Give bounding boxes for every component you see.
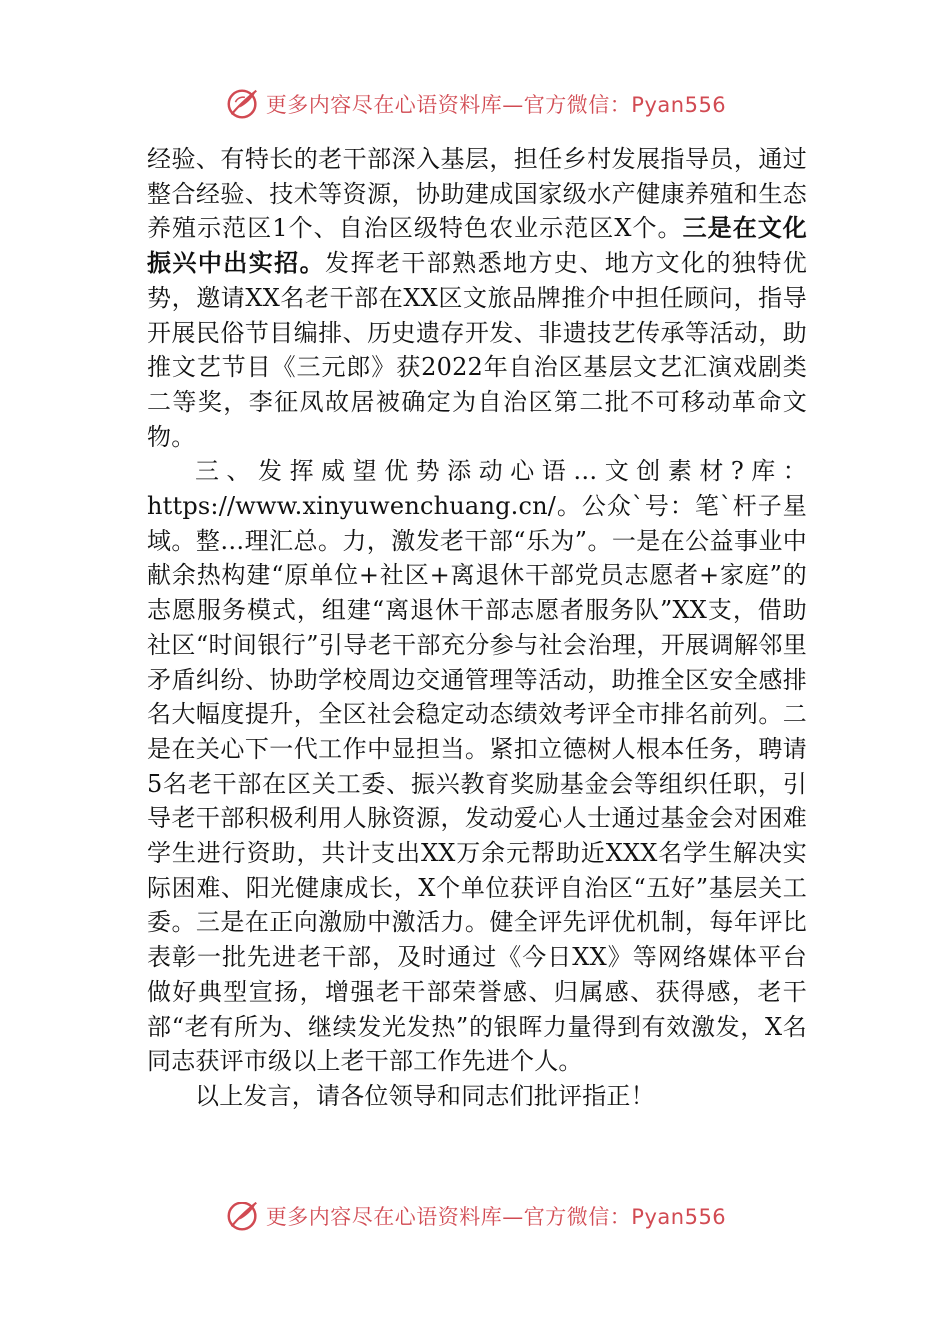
footer-watermark-text: 更多内容尽在心语资料库—官方微信：Pyan556 — [265, 1205, 727, 1229]
feather-logo-icon — [224, 1202, 262, 1235]
header-watermark-text: 更多内容尽在心语资料库—官方微信：Pyan556 — [265, 93, 727, 117]
paragraph-2: 三、发挥威望优势添动心语…文创素材?库：https://www.xinyuwenchuang.cn/。公众`号：笔`杆子星域。整…理汇总。力，激发老干部“乐为”。一是在公益事业中献余热构建“原单位+社区+离退休干部党员志愿者+家庭”的志愿服务模式，组建“离退休干部志愿者服务队”XX支，借助社区“时间银行”引导老干部充分参与社会治理，开展调解邻里矛盾纠纷、协助学校周边交通管理等活动，助推全区安全感排名大幅度提升，全区社会稳定动态绩效考评全市排名前列。二是在关心下一代工作中显担当。紧扣立德树人根本任务，聘请5名老干部在区关工委、振兴教育奖励基金会等组织任职，引导老干部积极利用人脉资源，发动爱心人士通过基金会对困难学生进行资助，共计支出XX万余元帮助近XXX名学生解决实际困难、阳光健康成长，X个单位获评自治区“五好”基层关工委。三是在正向激励中激活力。健全评先评优机制，每年评比表彰一批先进老干部，及时通过《今日XX》等网络媒体平台做好典型宣扬，增强老干部荣誉感、归属感、获得感，老干部“老有所为、继续发光发热”的银晖力量得到有效激发，X名同志获评市级以上老干部工作先进个人。 — [147, 457, 807, 1076]
footer-watermark — [0, 1202, 950, 1242]
document-body — [147, 142, 807, 1114]
paragraph-1-text-a: 经验、有特长的老干部深入基层，担任乡村发展指导员，通过整合经验、技术等资源，协助建成国家级水产健康养殖和生态养殖示范区1个、自治区级特色农业示范区X个。 — [147, 145, 807, 243]
paragraph-1-text-b: 发挥老干部熟悉地方史、地方文化的独特优势，邀请XX名老干部在XX区文旅品牌推介中担任顾问，指导开展民俗节目编排、历史遗存开发、非遗技艺传承等活动，助推文艺节目《三元郎》获2022年自治区基层文艺汇演戏剧类二等奖，李征凤故居被确定为自治区第二批不可移动革命文物。 — [147, 249, 807, 451]
paragraph-closing: 以上发言，请各位领导和同志们批评指正！ — [195, 1081, 655, 1110]
feather-logo-icon — [224, 85, 262, 123]
header-watermark — [0, 84, 950, 124]
paragraph-1 — [147, 142, 807, 454]
paragraph-1-bold-heading: 三是在文化振兴中出实招。 — [147, 213, 807, 278]
